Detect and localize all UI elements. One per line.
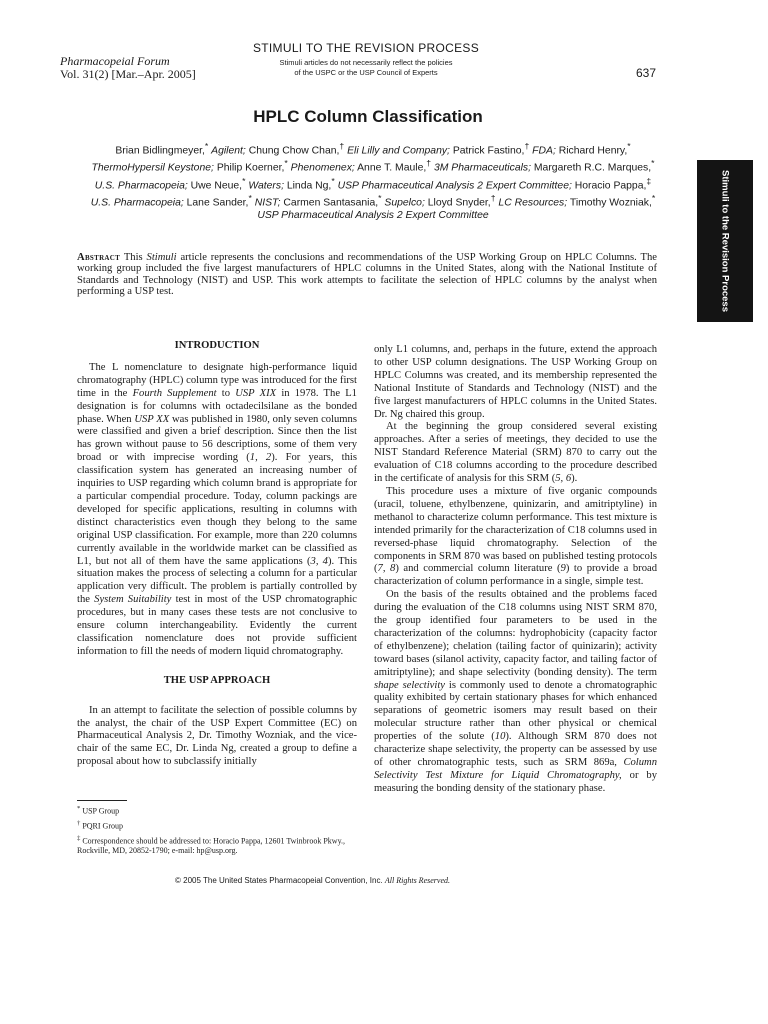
footnote-text: USP Group	[82, 806, 120, 816]
italic-text: USP XX	[134, 413, 170, 425]
author-name: Timothy Wozniak,	[569, 197, 652, 209]
affiliation-mark: *	[248, 193, 252, 204]
body-text: ). This situation makes the process of selecting a column for a particular application very difficult. The problem is partially controlled by the	[77, 555, 358, 606]
body-text: in 1978. The L1 designation is for columns with octadecilsilane as the bonded phase. When	[77, 387, 357, 425]
author-name: Richard Henry,	[558, 145, 628, 157]
author-affiliation: Phenomenex;	[290, 162, 355, 174]
author-affiliation: FDA;	[532, 145, 556, 157]
affiliation-mark: *	[627, 141, 631, 151]
author-affiliation: 3M Pharmaceuticals;	[433, 162, 531, 174]
paragraph-approaches	[374, 421, 657, 486]
affiliation-mark: †	[524, 141, 530, 151]
copyright-line	[175, 876, 450, 885]
reference-link: 7, 8	[377, 563, 396, 575]
sidebar-tab-label: Stimuli to the Revision Process	[719, 169, 731, 313]
body-text: This procedure uses a mixture of five organic compounds (uracil, toluene, ethylbenzene, quinizarin, and amitriptyline) in methanol to characterize column performance. This test mixture is intended primarily for the characterization of C18 columns used in reversed-phase liquid chromatography. Selection of the components in SRM 870 was based on published testing protocols (	[374, 485, 657, 575]
copyright-text: 2005 The United States Pharmacopeial Convention, Inc.	[183, 876, 383, 885]
author-name: Philip Koerner,	[216, 162, 285, 174]
affiliation-mark: †	[426, 158, 432, 169]
disclaimer-line-1: Stimuli articles do not necessarily reflect the policies	[279, 58, 453, 67]
affiliation-mark: *	[378, 193, 382, 204]
abstract-text: This	[123, 252, 143, 263]
paragraph-procedure	[374, 486, 657, 589]
affiliation-mark: †	[339, 141, 345, 151]
author-affiliation: USP Pharmaceutical Analysis 2 Expert Committee	[257, 209, 489, 221]
section-heading-usp-approach: THE USP APPROACH	[163, 674, 271, 686]
author-affiliation: Waters;	[248, 180, 284, 192]
body-text: is commonly used to denote a chromatographic quality exhibited by certain stationary phases for which enhanced separations of geometric isomers may result based on their molecular structure rather than other physical or chemical properties of the solute (	[374, 679, 658, 743]
article-title: HPLC Column Classification	[253, 107, 483, 126]
footnote-mark: *	[77, 805, 81, 812]
body-text: to	[221, 387, 231, 399]
reference-link: 1, 2	[249, 452, 272, 464]
author-affiliation: U.S. Pharmacopeia;	[94, 180, 188, 192]
journal-name: Pharmacopeial Forum	[60, 54, 170, 68]
footnote-text: Correspondence should be addressed to: Horacio Pappa, 12601 Twinbrook Pkwy., Rockville, MD, 20852-1790; e-mail: hp@usp.org.	[77, 836, 346, 856]
author-name: Brian Bidlingmeyer,	[115, 145, 205, 157]
footnote-mark: †	[77, 820, 81, 828]
author-list	[86, 140, 660, 222]
author-name: Linda Ng,	[286, 180, 332, 192]
footnote-mark: ‡	[77, 835, 81, 843]
reference-link: 10	[494, 731, 506, 743]
author-affiliation: ThermoHypersil Keystone;	[91, 162, 214, 174]
section-heading-introduction: INTRODUCTION	[174, 340, 260, 351]
body-text: was published in 1980, only seven columns were classified and given a brief description. Since then the list has grown without pause to 56 descriptions, some of them very broad or with imprecise wording (	[77, 413, 357, 464]
footnote	[77, 834, 357, 856]
page-number: 637	[636, 66, 657, 80]
abstract-text: article represents the conclusions and recommendations of the USP Working Group on HPLC Columns. The working group included the five largest manufacturers of HPLC columns in the United States, along with the National Institute of Standards and Technology (NIST) and USP. This work attempts to facilitate the selection of HPLC columns by the analyst when performing a USP test.	[77, 252, 657, 297]
footnote	[77, 804, 357, 816]
disclaimer-line-2: of the USPC or the USP Council of Experts	[294, 68, 438, 77]
usp-approach-paragraph: In an attempt to facilitate the selection of possible columns by the analyst, the chair of the USP Expert Committee (EC) on Pharmaceutical Analysis 2, Dr. Timothy Wozniak, and the vice-chair of the same EC, Dr. Linda Ng, created a group to define a proposal about how to subclassify initially	[77, 704, 357, 768]
paragraph-parameters	[374, 589, 657, 796]
footnote-divider	[77, 800, 127, 801]
author-name: Lloyd Snyder,	[427, 197, 491, 209]
italic-text: System Suitability	[94, 594, 172, 606]
reference-link: 9	[560, 563, 566, 575]
footnotes	[77, 804, 357, 859]
author-name: Margareth R.C. Marques,	[533, 162, 652, 174]
body-text: On the basis of the results obtained and the problems faced during the evaluation of the C18 columns using NIST SRM 870, the group identified four parameters to be used in the characterization of the columns: hydrophobicity (capacity factor of ethylbenzene); chelation (tailing factor of quinizarin); activity toward bases (silanol activity, capacity factor, and tailing factor of amitriptyline); and shape selectivity (bonding density). The term	[374, 589, 657, 678]
italic-text: USP XIX	[235, 387, 277, 399]
section-title: STIMULI TO THE REVISION PROCESS	[252, 41, 479, 55]
author-name: Lane Sander,	[186, 197, 249, 209]
affiliation-mark: ‡	[646, 175, 652, 186]
author-name: Chung Chow Chan,	[248, 145, 340, 157]
affiliation-mark: *	[204, 141, 209, 151]
author-name: Carmen Santasania,	[283, 197, 379, 209]
body-text: ). For years, this classification system has generated an increasing number of inquiries to USP regarding which column brand is appropriate for a particular compendial procedure. Today, column packings are developed for specific applications, resulting in columns with distinct characteristics even though they belong to the same original USP classification. For example, more than 220 columns currently available in the worldwide market can be classified as L1, but not all of them have the same applications (	[77, 452, 357, 567]
abstract-label: Abstract	[77, 252, 121, 263]
italic-text: shape selectivity	[374, 679, 445, 691]
author-name: Anne T. Maule,	[357, 162, 427, 174]
affiliation-mark: *	[651, 158, 655, 169]
italic-text: Fourth Supplement	[132, 387, 217, 399]
footnote	[77, 819, 357, 831]
right-column	[374, 344, 657, 796]
body-text: ) to provide a broad characterization of column performance in a single, simple test.	[374, 563, 658, 588]
body-text: test in most of the USP chromatographic procedures, but in many cases these tests are not conclusive to ensure column interchangeability. Evidently the current classification nomenclature does not provide sufficient information to fill the needs of modern liquid chromatography.	[77, 594, 357, 657]
copyright-symbol: ©	[175, 876, 181, 885]
footnote-text: PQRI Group	[82, 821, 123, 831]
section-sidebar-tab	[697, 160, 753, 322]
body-text: At the beginning the group considered several existing approaches. After a series of meetings, they decided to use the NIST Standard Reference Material (SRM) 870 to carry out the evaluation of C18 columns according to the procedure described in the certificate of analysis for this SRM (	[374, 421, 657, 485]
body-text: The L nomenclature to designate high-performance liquid chromatography (HPLC) column type was introduced for the first time in the	[77, 361, 357, 399]
journal-volume: Vol. 31(2) [Mar.–Apr. 2005]	[60, 67, 196, 81]
author-affiliation: Eli Lilly and Company;	[347, 145, 450, 157]
affiliation-mark: *	[331, 175, 335, 186]
author-name: Patrick Fastino,	[452, 145, 525, 157]
author-name: Horacio Pappa,	[574, 180, 647, 192]
author-affiliation: Agilent;	[211, 145, 246, 157]
abstract-italic: Stimuli	[146, 252, 177, 263]
body-text: ). Although SRM 870 does not characterize shape selectivity, the property can be assessed by use of other chromatographic tests, such as SRM 869a,	[374, 731, 657, 768]
author-name: Uwe Neue,	[190, 180, 243, 192]
rights-text: All Rights Reserved.	[384, 876, 450, 885]
left-column	[77, 340, 357, 769]
affiliation-mark: *	[242, 175, 246, 186]
abstract	[77, 252, 657, 297]
body-text: ).	[571, 473, 578, 485]
author-affiliation: LC Resources;	[498, 197, 568, 209]
author-affiliation: Supelco;	[384, 197, 425, 209]
author-affiliation: NIST;	[254, 197, 281, 209]
author-affiliation: U.S. Pharmacopeia;	[90, 197, 184, 209]
body-text: or by measuring the bonding density of the stationary phase.	[374, 769, 657, 794]
affiliation-mark: †	[490, 193, 496, 204]
reference-link: 3, 4	[310, 555, 328, 567]
body-text: ) and commercial column literature (	[395, 563, 561, 575]
introduction-paragraph	[77, 362, 357, 659]
affiliation-mark: *	[651, 193, 656, 204]
running-header	[230, 41, 502, 78]
italic-text: Column Selectivity Test Mixture for Liquid Chromatography,	[374, 757, 657, 781]
reference-link: 5, 6	[555, 473, 572, 485]
affiliation-mark: *	[284, 158, 288, 169]
continued-paragraph: only L1 columns, and, perhaps in the future, extend the approach to other USP column designations. The USP Working Group on HPLC Columns was created, and its membership represented the National Institute of Standards and Technology (NIST) and the five largest manufacturers of HPLC columns in the United States. Dr. Ng chaired this group.	[374, 344, 657, 420]
author-affiliation: USP Pharmaceutical Analysis 2 Expert Committee;	[337, 180, 572, 192]
